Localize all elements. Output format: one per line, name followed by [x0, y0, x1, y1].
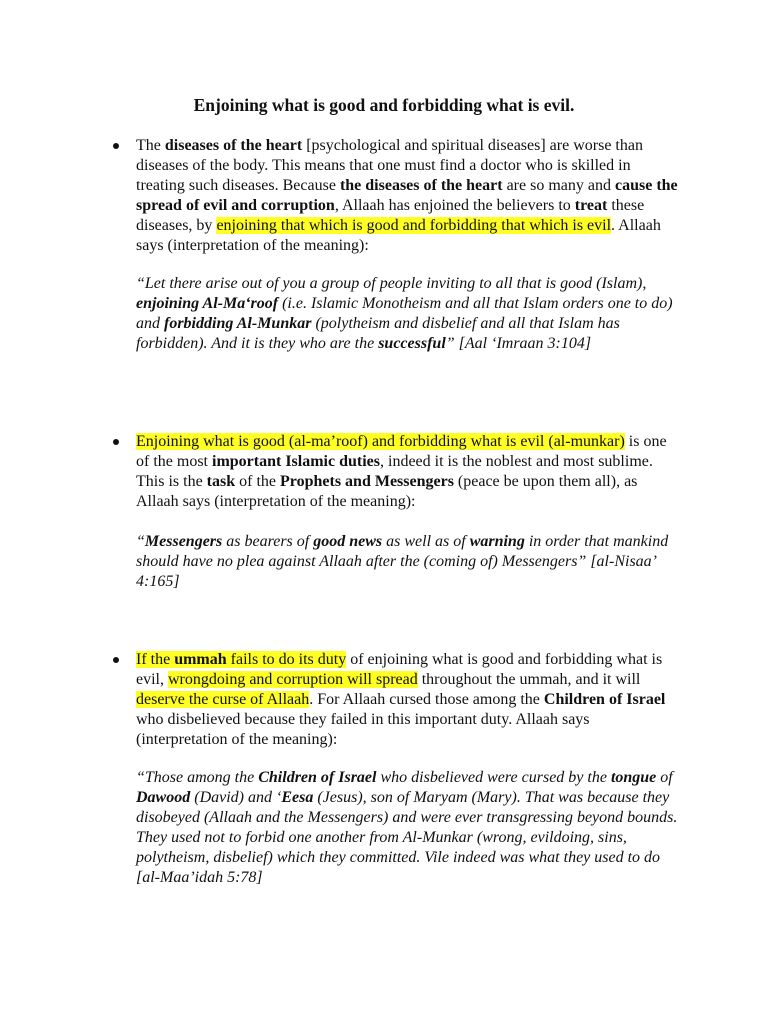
text-run: “	[136, 533, 145, 550]
text-run: as bearers of	[222, 533, 314, 550]
text-run: ” [Aal ‘Imraan 3:104]	[445, 335, 592, 352]
text-run: who disbelieved were cursed by the	[376, 769, 611, 786]
text-run: (Jesus), son of Maryam (Mary). That was because they disobeyed (Allaah and the Messengers) and were ever transgressing beyond bounds. They used not to forbid one another from Al-Munkar (wrong, evildoing, sins, polytheism, disbelief) which they committed. Vile indeed was what they used to do [al-Maa’idah 5:78]	[136, 789, 678, 886]
bold-text: task	[206, 473, 236, 490]
bold-text: Messengers	[144, 533, 223, 550]
bullet-icon	[113, 143, 119, 149]
text-run: . Allaah says (interpretation of the meaning):	[136, 217, 661, 254]
highlighted-text: wrongdoing and corruption will spread	[168, 671, 418, 688]
text-run: (i.e. Islamic Monotheism and all that Islam orders one to do) and	[136, 295, 673, 332]
text-run: (peace be upon them all), as Allaah says (interpretation of the meaning):	[136, 473, 638, 510]
bullet-icon	[113, 439, 119, 445]
bold-text: diseases of the heart	[164, 137, 303, 154]
text-run: in order that mankind should have no plea against Allaah after the (coming of) Messengers” [al-Nisaa’ 4:165]	[136, 533, 669, 590]
bold-text: enjoining Al-Ma‘roof	[136, 295, 279, 312]
highlighted-text: fails to do its duty	[226, 651, 347, 668]
section1-paragraph	[136, 136, 681, 256]
bold-text: successful	[378, 335, 446, 352]
bold-text: Children of Israel	[258, 769, 377, 786]
text-run: , indeed it is the noblest and most sublime. This is the	[136, 453, 653, 490]
bold-text: Eesa	[281, 789, 314, 806]
text-run: (David) and ‘	[190, 789, 282, 806]
text-run: The	[136, 137, 165, 154]
bold-text: tongue	[610, 769, 657, 786]
text-run: , Allaah has enjoined the believers to	[334, 197, 575, 214]
section3-paragraph	[136, 650, 681, 750]
highlighted-text: If the	[136, 651, 175, 668]
section1-quote	[136, 274, 681, 354]
section2-paragraph	[136, 432, 681, 512]
bold-text: important Islamic duties	[212, 453, 380, 470]
bold-text: warning	[469, 533, 525, 550]
text-run: “Let there arise out of you a group of people inviting to all that is good (Islam),	[136, 275, 647, 292]
text-run: are so many and	[502, 177, 615, 194]
text-run: of the	[235, 473, 280, 490]
section2-quote	[136, 532, 681, 592]
bold-text: Prophets and Messengers	[280, 473, 454, 490]
bold-text: Dawood	[136, 789, 191, 806]
highlighted-text: enjoining that which is good and forbidding that which is evil	[216, 217, 612, 234]
text-run: as well as of	[382, 533, 470, 550]
text-run: these diseases, by	[136, 197, 645, 234]
text-run: (polytheism and disbelief and all that Islam has forbidden). And it is they who are the	[136, 315, 620, 352]
document-title: Enjoining what is good and forbidding what is evil.	[193, 95, 575, 115]
text-run: [psychological and spiritual diseases] are worse than diseases of the body. This means that one must find a doctor who is skilled in treating such diseases. Because	[136, 137, 643, 194]
bold-text: treat	[574, 197, 608, 214]
text-run: throughout the ummah, and it will	[417, 671, 641, 688]
bold-text: the diseases of the heart	[339, 177, 503, 194]
text-run: of	[656, 769, 673, 786]
text-run: of enjoining what is good and forbidding what is evil,	[136, 651, 663, 688]
text-run: who disbelieved because they failed in this important duty. Allaah says (interpretation of the meaning):	[136, 711, 590, 748]
text-run: is one of the most	[136, 433, 667, 470]
text-run: . For Allaah cursed those among the	[309, 691, 544, 708]
text-run: “Those among the	[136, 769, 259, 786]
highlighted-text: deserve the curse of Allaah	[136, 691, 310, 708]
highlighted-text: Enjoining what is good (al-ma’roof) and forbidding what is evil (al-munkar)	[136, 433, 625, 450]
bold-text: cause the spread of evil and corruption	[136, 177, 678, 214]
bold-text: good news	[313, 533, 383, 550]
bold-text: Children of Israel	[543, 691, 666, 708]
bullet-icon	[113, 657, 119, 663]
bold-text: forbidding Al-Munkar	[164, 315, 312, 332]
section3-quote	[136, 768, 681, 888]
highlighted-bold-text: ummah	[174, 651, 227, 668]
